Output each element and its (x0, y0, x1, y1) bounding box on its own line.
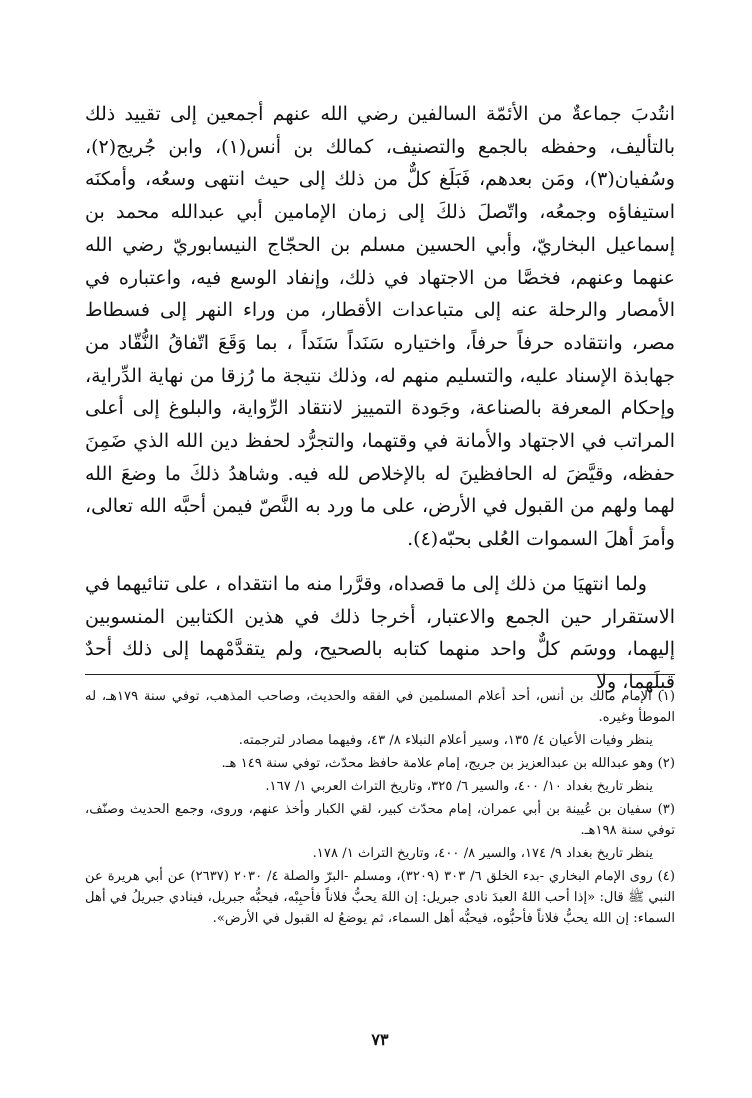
main-text (85, 98, 675, 699)
footnote-1-sources: ينظر وفيات الأعيان ٤/ ١٣٥، وسير أعلام النبلاء ٨/ ٤٣، وفيهما مصادر لترجمته. (238, 733, 653, 748)
page-number: ٧٣ (371, 1030, 389, 1049)
footnote-4: (٤) روى الإمام البخاري -بدء الخلق ٦/ ٣٠٣ (٣٢٠٩)، ومسلم -البرّ والصلة ٤/ ٢٠٣٠ (٢٦٣٧) عن أبي هريرة عن النبي ﷺ قال: «إذا أحب اللهُ العبدَ نادى جبريل: إن اللهَ يحبُّ فلاناً فأحبِبْه، فيحبُّه جبريل، فينادي جبريلُ في أهل السماء: إن الله يحبُّ فلاناً فأحبُّوه، فيحبُّه أهل السماء، ثم يوضعُ له القبول في الأرض». (85, 869, 676, 926)
footnote-2: (٢) وهو عبدالله بن عبدالعزيز بن جريج، إمام علامة حافظ محدّث، توفي سنة ١٤٩ هـ. (221, 756, 675, 771)
footnote-separator (85, 674, 675, 675)
paragraph-1: انتُدبَ جماعةٌ من الأئمّة السالفين رضي الله عنهم أجمعين إلى تقييد ذلك بالتأليف، وحفظه بالجمع والتصنيف، كمالك بن أنس(١)، وابن جُريج(٢)، وسُفيان(٣)، ومَن بعدهم، فَبَلَغ كلٌّ من ذلك إلى حيث انتهى وسعُه، وأمكنَه استيفاؤه وجمعُه، واتّصلَ ذلكَ إلى زمان الإمامين أبي عبدالله محمد بن إسماعيل البخاريّ، وأبي الحسين مسلم بن الحجّاج النيسابوريّ رضي الله عنهما وعنهم، فخصَّا من الاجتهاد في ذلك، وإنفاد الوسع فيه، واعتباره في الأمصار والرحلة عنه إلى متباعدات الأقطار، من وراء النهر إلى فسطاط مصر، وانتقاده حرفاً حرفاً، واختياره سَنَداً سَنَداً ، بما وَقَعَ اتّفاقُ النُّقّاد من جهابذة الإسناد عليه، والتسليم منهم له، وذلك نتيجة ما رُزقا من نهاية الدِّراية، وإحكام المعرفة بالصناعة، وجَودة التمييز لانتقاد الرِّواية، والبلوغ إلى أعلى المراتب في الاجتهاد والأمانة في وقتهما، والتجرُّد لحفظ دين الله الذي ضَمِنَ حفظه، وقيَّضَ له الحافظينَ له بالإخلاص لله فيه. وشاهدُ ذلكَ ما وضعَ الله لهما ولهم من القبول في الأرض، على ما ورد به النَّصّ فيمن أحبَّه الله تعالى، وأمرَ أهلَ السموات العُلى بحبّه(٤). (85, 103, 675, 551)
book-page (85, 0, 675, 1098)
footnote-3-sources: ينظر تاريخ بغداد ٩/ ١٧٤، والسير ٨/ ٤٠٠، وتاريخ التراث ١/ ١٧٨. (312, 846, 653, 861)
footnote-2-sources: ينظر تاريخ بغداد ١٠/ ٤٠٠، والسير ٦/ ٣٢٥، وتاريخ التراث العربي ١/ ١٦٧. (265, 779, 653, 794)
footnote-3: (٣) سفيان بن عُيينة بن أبي عمران، إمام محدّث كبير، لقي الكبار وأخذ عنهم، وروى، وجمع الحديث وصنّف، توفي سنة ١٩٨هـ. (85, 802, 675, 838)
footnote-1: (١) الإمام مالك بن أنس، أحد أعلام المسلمين في الفقه والحديث، وصاحب المذهب، توفي سنة ١٧٩هـ، له الموطأ وغيره. (85, 689, 675, 725)
footnotes (85, 686, 675, 931)
paragraph-2: ولما انتهيَا من ذلك إلى ما قصداه، وقرَّرا منه ما انتقداه ، على تنائيهما في الاستقرار حين الجمع والاعتبار، أخرجا ذلك في هذين الكتابين المنسوبين إليهما، ووسَم كلٌّ واحد منهما كتابه بالصحيح، ولم يتقدَّمْهما إلى ذلك أحدٌ قبلَهما، ولا (85, 572, 675, 693)
